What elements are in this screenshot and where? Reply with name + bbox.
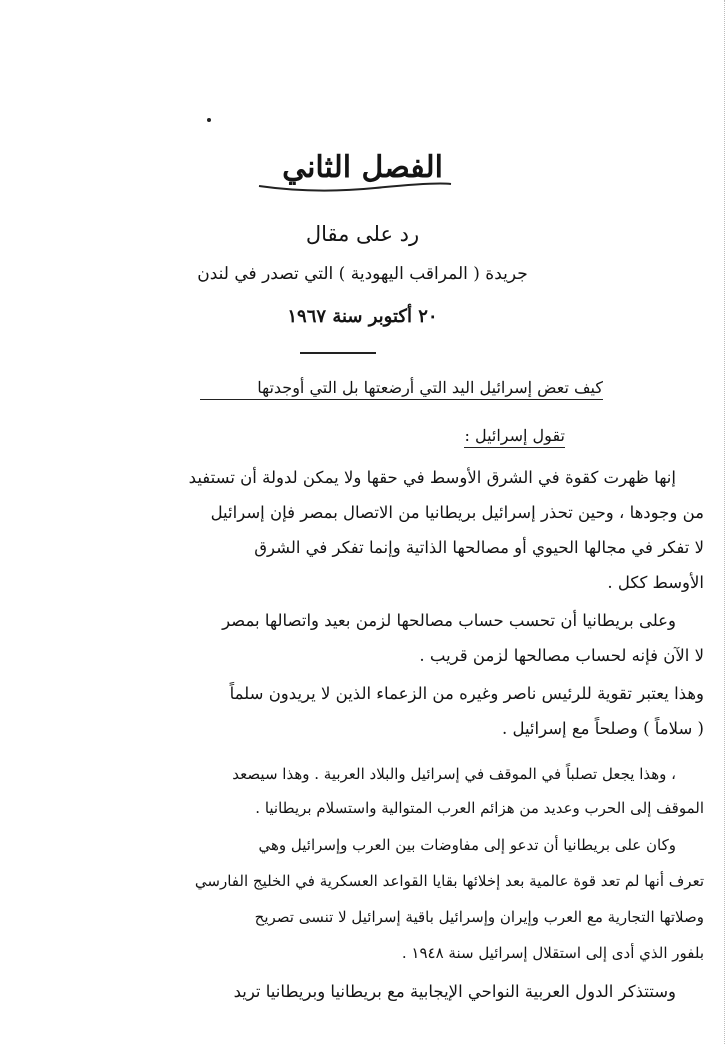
text-line: وهذا يعتبر تقوية للرئيس ناصر وغيره من الزعماء الذين لا يريدون سلماً bbox=[229, 684, 704, 703]
text-line: لا تفكر في مجالها الحيوي أو مصالحها الذاتية وإنما تفكر في الشرق bbox=[254, 538, 704, 557]
text-line: وعلى بريطانيا أن تحسب حساب مصالحها لزمن بعيد واتصالها بمصر bbox=[222, 611, 676, 630]
says-label: تقول إسرائيل : bbox=[464, 426, 565, 448]
text-line: وكان على بريطانيا أن تدعو إلى مفاوضات بين العرب وإسرائيل وهي bbox=[258, 836, 676, 854]
article-subtitle: رد على مقال bbox=[305, 222, 420, 246]
chapter-title-swash bbox=[255, 180, 455, 192]
text-line: تعرف أنها لم تعد قوة عالمية بعد إخلائها بقايا القواعد العسكرية في الخليج الفارسي bbox=[194, 872, 704, 890]
newspaper-source: جريدة ( المراقب اليهودية ) التي تصدر في لندن bbox=[197, 264, 528, 284]
separator-rule bbox=[300, 352, 376, 354]
text-line: ، وهذا يجعل تصلباً في الموقف في إسرائيل والبلاد العربية . وهذا سيصعد bbox=[232, 765, 676, 783]
paragraph bbox=[86, 757, 704, 825]
chapter-title: الفصل الثاني bbox=[282, 150, 443, 185]
text-line: إنها ظهرت كقوة في الشرق الأوسط في حقها ولا يمكن لدولة أن تستفيد bbox=[188, 468, 676, 487]
text-line: من وجودها ، وحين تحذر إسرائيل بريطانيا من الاتصال بمصر فإن إسرائيل bbox=[210, 503, 704, 522]
paragraph bbox=[86, 827, 704, 971]
ink-speck bbox=[207, 118, 211, 122]
text-line: الموقف إلى الحرب وعديد من هزائم العرب المتوالية واستسلام بريطانيا . bbox=[255, 799, 704, 817]
text-line: وستتذكر الدول العربية النواحي الإيجابية مع بريطانيا وبريطانيا تريد bbox=[233, 982, 676, 1001]
paragraph bbox=[86, 603, 704, 673]
text-line: ( سلاماً ) وصلحاً مع إسرائيل . bbox=[501, 719, 704, 738]
paragraph bbox=[86, 460, 704, 600]
paragraph bbox=[86, 974, 704, 1009]
text-line: بلفور الذي أدى إلى استقلال إسرائيل سنة ١٩٤٨ . bbox=[401, 944, 704, 962]
text-line: لا الآن فإنه لحساب مصالحها لزمن قريب . bbox=[419, 646, 704, 665]
text-line: وصلاتها التجارية مع العرب وإيران وإسرائيل باقية إسرائيل لا تنسى تصريح bbox=[254, 908, 704, 926]
paragraph bbox=[86, 676, 704, 746]
section-heading: كيف تعض إسرائيل اليد التي أرضعتها بل التي أوجدتها bbox=[200, 378, 603, 400]
text-line: الأوسط ككل . bbox=[607, 573, 704, 592]
article-date: ٢٠ أكتوبر سنة ١٩٦٧ bbox=[287, 306, 438, 327]
